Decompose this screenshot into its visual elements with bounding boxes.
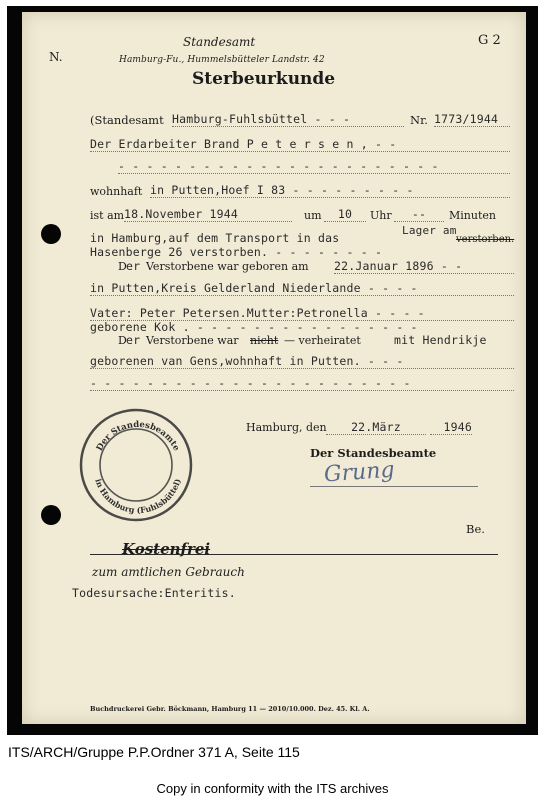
lager-am: Lager am	[402, 224, 457, 237]
official-stamp	[78, 407, 194, 523]
document-paper	[22, 12, 526, 724]
be-label: Be.	[466, 522, 485, 536]
verstorben-struck: verstorben.	[456, 234, 515, 245]
kostenfrei-rule	[90, 554, 498, 555]
archive-reference: ITS/ARCH/Gruppe P.P.Ordner 371 A, Seite 115	[8, 744, 300, 760]
birth-date: 22.Januar 1896 - -	[334, 259, 514, 274]
form-code: G 2	[478, 33, 501, 48]
signature-place: Hamburg, den	[246, 421, 327, 434]
blank-line: - - - - - - - - - - - - - - - - - - - - - - -	[90, 376, 514, 391]
minuten-label: Minuten	[449, 209, 496, 222]
registrar-signature: Grung	[323, 457, 396, 488]
wohnhaft-value: in Putten,Hoef I 83 - - - - - - - - -	[150, 183, 510, 198]
death-date: 18.November 1944	[124, 207, 292, 222]
born-er: er	[126, 259, 141, 273]
married-prefix: D	[118, 334, 127, 347]
married-text-a: Verstorbene war	[146, 334, 239, 347]
name-line: Der Erdarbeiter Brand P e t e r s e n , - -	[90, 137, 510, 152]
place-line-1: in Hamburg,auf dem Transport in das	[90, 231, 340, 245]
hour: 10	[324, 207, 366, 222]
standesamt-value: Hamburg-Fuhlsbüttel - - -	[172, 112, 404, 127]
nr-value: 1773/1944	[434, 112, 510, 127]
archive-note: Copy in conformity with the ITS archives	[156, 781, 389, 796]
parents-line-1: Vater: Peter Petersen.Mutter:Petronella - - - -	[90, 306, 514, 321]
name-continuation: - - - - - - - - - - - - - - - - - - - - - - -	[118, 159, 510, 174]
signature-date: 22.März	[326, 420, 426, 435]
nr-label: Nr.	[410, 113, 428, 127]
birth-place: in Putten,Kreis Gelderland Niederlande - - - -	[90, 281, 514, 296]
signature-year: 1946	[430, 420, 472, 435]
minutes: --	[394, 207, 444, 222]
signature-underline	[310, 486, 478, 487]
left-label: N.	[49, 50, 63, 64]
born-prefix: D	[118, 260, 127, 273]
um-label: um	[304, 209, 322, 222]
stamp-text-bottom: in Hamburg (Fuhlsbüttel)	[93, 477, 183, 516]
office-address: Hamburg-Fu., Hummelsbütteler Landstr. 42	[119, 55, 325, 65]
married-text-b: — verheiratet	[284, 334, 361, 347]
wohnhaft-label: wohnhaft	[90, 185, 143, 198]
kostenfrei: Kostenfrei	[122, 540, 211, 558]
document-title: Sterbeurkunde	[192, 69, 336, 89]
standesamt-prefix: (Standesamt	[90, 113, 164, 127]
born-text: Verstorbene war geboren am	[146, 260, 309, 273]
cause-of-death: Todesursache:Enteritis.	[72, 586, 236, 600]
spouse-part-1: mit Hendrikje	[394, 333, 487, 347]
ist-am-label: ist am	[90, 209, 125, 222]
office-top: Standesamt	[183, 35, 256, 49]
married-struck: nicht	[250, 334, 279, 347]
uhr-label: Uhr	[370, 209, 392, 222]
parents-line-2: geborene Kok . - - - - - - - - - - - - - - - -	[90, 320, 418, 334]
punch-hole-bottom	[41, 505, 61, 525]
registrar-title: Der Standesbeamte	[310, 446, 437, 460]
place-line-2: Hasenberge 26 verstorben. - - - - - - - -	[90, 245, 383, 259]
punch-hole-top	[41, 224, 61, 244]
spouse-part-2: geborenen van Gens,wohnhaft in Putten. - - -	[90, 354, 514, 369]
stamp-graphic	[78, 407, 194, 523]
married-er: er	[126, 333, 141, 347]
stamp-text-top: Der Standesbeamte	[94, 419, 182, 453]
printer-line: Buchdruckerei Gebr. Böckmann, Hamburg 11 — 2010/10.000. Dez. 45. Kl. A.	[90, 705, 370, 713]
official-use: zum amtlichen Gebrauch	[92, 565, 245, 579]
